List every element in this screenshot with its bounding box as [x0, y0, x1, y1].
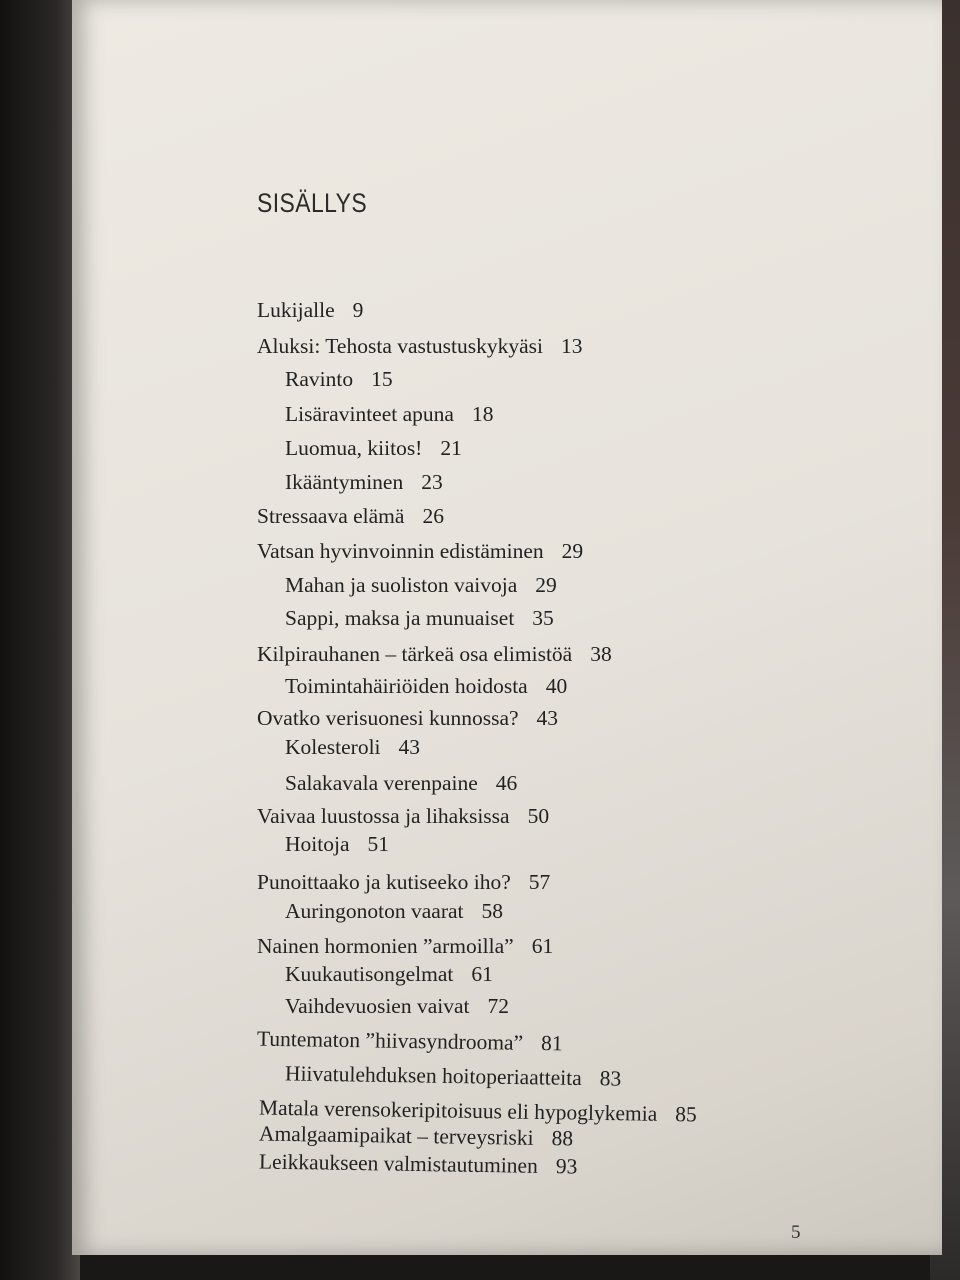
toc-entry-page: 88: [551, 1126, 574, 1151]
toc-entry-page: 61: [471, 962, 493, 986]
toc-entry: [259, 1122, 573, 1152]
toc-entry-page: 58: [481, 899, 504, 923]
toc-entry-page: 61: [531, 934, 554, 958]
toc-entry: [285, 1061, 622, 1091]
toc-entry-title: Hiivatulehduksen hoitoperiaatteita: [284, 1061, 582, 1091]
toc-entry-title: Tuntematon ”hiivasyndrooma”: [256, 1026, 524, 1055]
toc-entry: [285, 436, 462, 461]
toc-entry-title: Luomua, kiitos!: [285, 436, 423, 460]
toc-entry: [285, 962, 493, 987]
toc-heading: SISÄLLYS: [257, 188, 368, 218]
toc-entry-title: Hoitoja: [285, 832, 350, 856]
toc-entry: [285, 367, 393, 392]
toc-entry-page: 93: [555, 1154, 578, 1179]
toc-entry-title: Amalgaamipaikat – terveysriski: [258, 1121, 534, 1150]
toc-entry-title: Salakavala verenpaine: [285, 771, 478, 795]
toc-entry-title: Punoittaako ja kutiseeko iho?: [257, 870, 511, 894]
toc-entry-title: Kilpirauhanen – tärkeä osa elimistöä: [257, 642, 573, 666]
toc-entry-title: Vatsan hyvinvoinnin edistäminen: [257, 539, 544, 563]
toc-entry-page: 43: [536, 706, 559, 730]
toc-entry: [285, 899, 503, 924]
toc-entry: [257, 298, 363, 323]
toc-entry: [257, 334, 582, 359]
toc-entry-title: Toimintahäiriöiden hoidosta: [285, 674, 528, 698]
toc-entry-page: 57: [528, 870, 551, 894]
toc-entry-page: 38: [590, 642, 612, 666]
toc-entry-page: 51: [367, 832, 389, 856]
toc-entry-page: 43: [398, 735, 421, 759]
toc-entry: [285, 994, 509, 1019]
toc-entry-title: Lukijalle: [257, 298, 335, 322]
toc-entry-title: Lisäravinteet apuna: [285, 402, 454, 426]
book-spine-shadow: [0, 0, 80, 1280]
toc-entry-title: Leikkaukseen valmistautuminen: [258, 1149, 539, 1178]
toc-entry-title: Ovatko verisuonesi kunnossa?: [257, 706, 519, 730]
toc-entry: [285, 606, 554, 631]
toc-entry-page: 46: [495, 771, 518, 795]
toc-entry-page: 21: [440, 436, 462, 460]
toc-entry-page: 40: [545, 674, 568, 698]
toc-entry-page: 50: [527, 804, 550, 828]
toc-entry-page: 85: [675, 1102, 697, 1127]
toc-entry: [257, 934, 553, 959]
toc-entry: [257, 642, 612, 667]
toc-entry-page: 15: [371, 367, 393, 391]
toc-entry: [257, 504, 444, 529]
toc-entry-page: 13: [560, 334, 583, 358]
toc-entry-title: Kolesteroli: [285, 735, 381, 759]
toc-entry-title: Nainen hormonien ”armoilla”: [257, 934, 514, 958]
toc-entry: [257, 870, 550, 895]
toc-entry: [257, 539, 583, 564]
toc-entry: [285, 832, 389, 857]
toc-entry-title: Matala verensokeripitoisuus eli hypoglykemia: [258, 1095, 658, 1126]
toc-entry: [285, 674, 567, 699]
toc-entry: [257, 1027, 563, 1057]
toc-entry-page: 23: [421, 470, 443, 494]
toc-entry-title: Kuukautisongelmat: [285, 962, 454, 986]
toc-entry: [259, 1150, 578, 1180]
toc-entry-title: Vaivaa luustossa ja lihaksissa: [257, 804, 510, 828]
toc-entry: [257, 804, 549, 829]
toc-entry-title: Sappi, maksa ja munuaiset: [285, 606, 515, 630]
toc-entry: [257, 706, 558, 731]
toc-entry: [285, 402, 493, 427]
page-number: 5: [791, 1222, 801, 1243]
toc-entry-title: Vaihdevuosien vaivat: [285, 994, 470, 1018]
toc-entry-title: Aluksi: Tehosta vastustuskykyäsi: [257, 334, 543, 358]
toc-entry-page: 29: [535, 573, 557, 597]
toc-entry-title: Stressaava elämä: [257, 504, 405, 528]
toc-entry: [285, 735, 420, 760]
toc-entry-title: Ikääntyminen: [285, 470, 404, 494]
toc-entry-page: 18: [471, 402, 494, 426]
toc-entry-title: Mahan ja suoliston vaivoja: [285, 573, 518, 597]
toc-entry-page: 26: [422, 504, 444, 528]
toc-entry-page: 29: [561, 539, 584, 563]
toc-entry: [285, 573, 557, 598]
toc-entry-page: 9: [352, 298, 364, 322]
toc-entry-title: Ravinto: [285, 367, 354, 391]
toc-entry: [285, 771, 517, 796]
toc-entry-page: 81: [540, 1031, 563, 1056]
toc-entry-title: Auringonoton vaarat: [285, 899, 464, 923]
toc-entry: [285, 470, 443, 495]
toc-entry-page: 35: [532, 606, 554, 630]
toc-entry-page: 83: [599, 1066, 622, 1091]
toc-entry-page: 72: [487, 994, 509, 1018]
